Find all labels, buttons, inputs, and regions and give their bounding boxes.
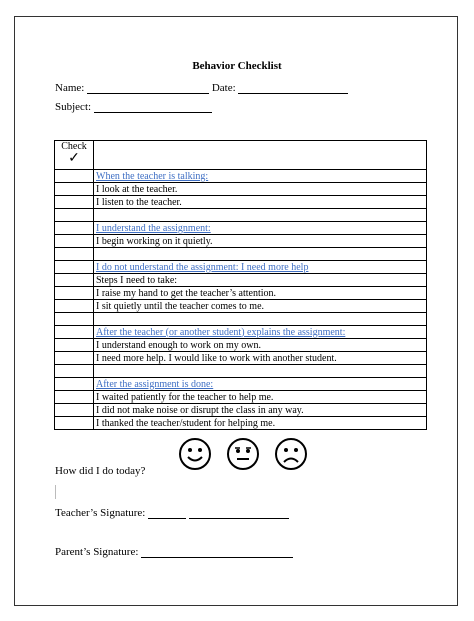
checklist-item-text: I need more help. I would like to work with another student. <box>96 352 337 364</box>
table-row <box>55 391 427 404</box>
check-cell[interactable] <box>55 313 94 326</box>
table-row <box>55 313 427 326</box>
checklist-item-text: I understand enough to work on my own. <box>96 339 261 351</box>
item-cell <box>94 313 427 326</box>
parent-signature-row <box>55 546 293 558</box>
check-cell[interactable] <box>55 209 94 222</box>
table-row <box>55 300 427 313</box>
checklist-item-text: I look at the teacher. <box>96 183 178 195</box>
checklist-item-text: I begin working on it quietly. <box>96 235 213 247</box>
checklist-item-text: I did not make noise or disrupt the class in any way. <box>96 404 304 416</box>
check-cell[interactable] <box>55 352 94 365</box>
item-cell <box>94 300 427 313</box>
item-cell <box>94 391 427 404</box>
check-cell[interactable] <box>55 248 94 261</box>
section-heading-cell <box>94 261 427 274</box>
name-date-row <box>55 82 348 94</box>
check-cell[interactable] <box>55 378 94 391</box>
section-heading-cell <box>94 170 427 183</box>
table-row <box>55 339 427 352</box>
table-row <box>55 352 427 365</box>
checklist-item-text: I listen to the teacher. <box>96 196 182 208</box>
table-row <box>55 183 427 196</box>
check-cell[interactable] <box>55 391 94 404</box>
check-cell[interactable] <box>55 183 94 196</box>
table-row <box>55 222 427 235</box>
check-cell[interactable] <box>55 235 94 248</box>
check-cell[interactable] <box>55 274 94 287</box>
check-cell[interactable] <box>55 417 94 430</box>
document-title: Behavior Checklist <box>192 60 282 72</box>
name-label: Name: <box>55 82 85 94</box>
table-row <box>55 287 427 300</box>
item-cell <box>94 404 427 417</box>
teacher-signature-field-1[interactable] <box>148 507 186 519</box>
section-heading: After the assignment is done: <box>96 378 214 390</box>
teacher-signature-row <box>55 507 289 519</box>
check-cell[interactable] <box>55 196 94 209</box>
subject-row <box>55 101 212 113</box>
checklist-item-text: Steps I need to take: <box>96 274 178 286</box>
checklist-item-text: I thanked the teacher/student for helping me. <box>96 417 276 429</box>
text-cursor <box>55 485 56 499</box>
teacher-signature-label: Teacher’s Signature: <box>55 507 146 519</box>
header-blank-cell <box>94 141 427 170</box>
check-header-label: Check <box>61 141 87 152</box>
item-cell <box>94 248 427 261</box>
subject-field[interactable] <box>94 101 212 113</box>
check-cell[interactable] <box>55 222 94 235</box>
section-heading-cell <box>94 378 427 391</box>
table-row <box>55 378 427 391</box>
check-cell[interactable] <box>55 326 94 339</box>
table-row <box>55 261 427 274</box>
check-cell[interactable] <box>55 404 94 417</box>
table-row <box>55 417 427 430</box>
item-cell <box>94 183 427 196</box>
table-header-row <box>55 141 427 170</box>
item-cell <box>94 209 427 222</box>
smiley-face-icon[interactable] <box>178 437 212 471</box>
item-cell <box>94 339 427 352</box>
checklist-item-text: I waited patiently for the teacher to help me. <box>96 391 274 403</box>
item-cell <box>94 365 427 378</box>
faces-row <box>178 437 318 471</box>
table-row <box>55 274 427 287</box>
item-cell <box>94 417 427 430</box>
table-row <box>55 196 427 209</box>
check-cell[interactable] <box>55 287 94 300</box>
teacher-signature-field-2[interactable] <box>189 507 289 519</box>
table-row <box>55 170 427 183</box>
table-row <box>55 326 427 339</box>
check-cell[interactable] <box>55 170 94 183</box>
item-cell <box>94 235 427 248</box>
parent-signature-label: Parent’s Signature: <box>55 546 139 558</box>
section-heading: I do not understand the assignment: I need more help <box>96 261 309 273</box>
item-cell <box>94 196 427 209</box>
check-cell[interactable] <box>55 261 94 274</box>
how-did-i-do-label: How did I do today? <box>55 465 146 477</box>
date-label: Date: <box>211 82 236 94</box>
table-row <box>55 235 427 248</box>
checklist-item-text: I raise my hand to get the teacher’s attention. <box>96 287 277 299</box>
neutral-face-icon[interactable] <box>226 437 260 471</box>
parent-signature-field[interactable] <box>141 546 293 558</box>
section-heading-cell <box>94 326 427 339</box>
checkmark-icon: ✓ <box>68 151 80 166</box>
section-heading: When the teacher is talking: <box>96 170 209 182</box>
check-cell[interactable] <box>55 365 94 378</box>
subject-label: Subject: <box>55 101 92 113</box>
item-cell <box>94 274 427 287</box>
behavior-checklist-table <box>54 140 427 430</box>
section-heading: I understand the assignment: <box>96 222 211 234</box>
check-cell[interactable] <box>55 300 94 313</box>
item-cell <box>94 287 427 300</box>
section-heading: After the teacher (or another student) explains the assignment: <box>96 326 346 338</box>
section-heading-cell <box>94 222 427 235</box>
table-row <box>55 209 427 222</box>
name-field[interactable] <box>87 82 209 94</box>
table-row <box>55 248 427 261</box>
table-row <box>55 404 427 417</box>
check-cell[interactable] <box>55 339 94 352</box>
check-header-cell <box>55 141 94 170</box>
item-cell <box>94 352 427 365</box>
frowning-face-icon[interactable] <box>274 437 308 471</box>
checklist-item-text: I sit quietly until the teacher comes to me. <box>96 300 265 312</box>
date-field[interactable] <box>238 82 348 94</box>
table-row <box>55 365 427 378</box>
